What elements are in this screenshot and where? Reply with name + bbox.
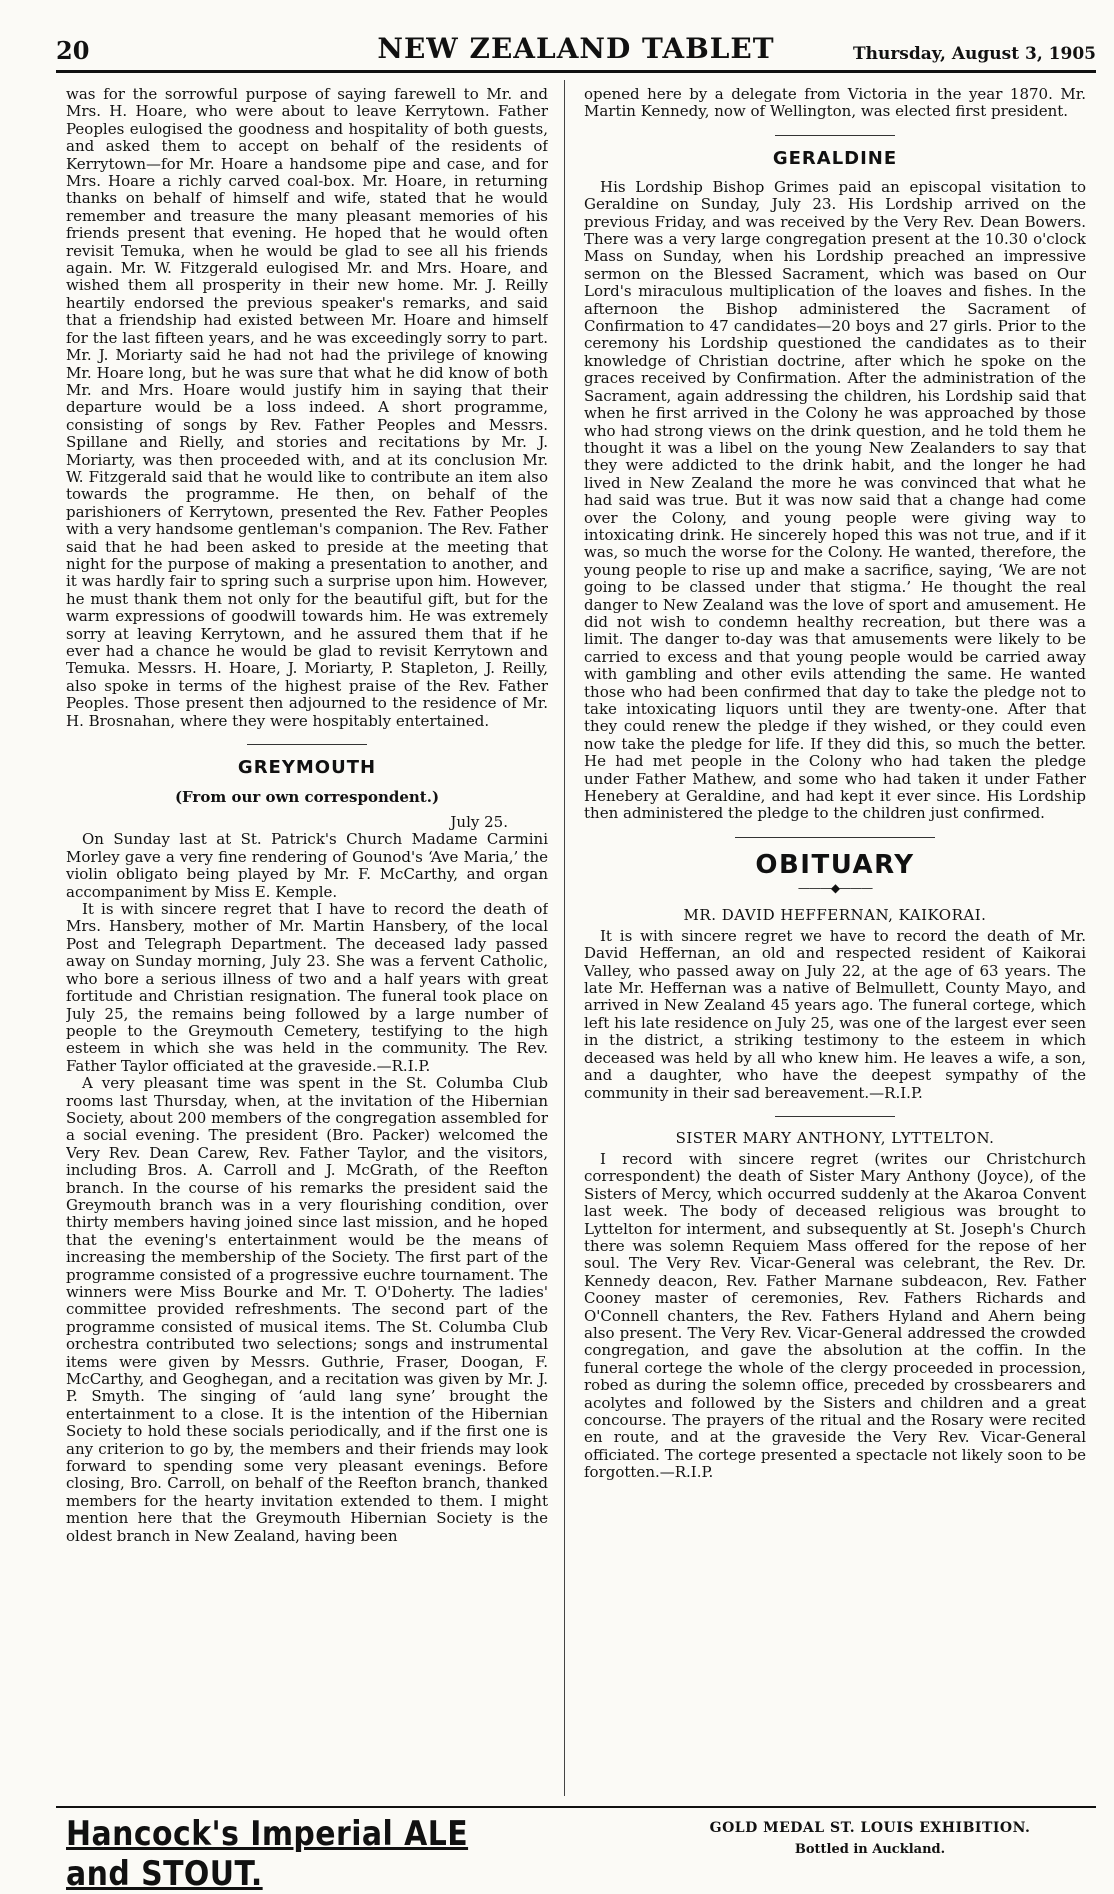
ale-stout-advertisement: Hancock's Imperial ALE and STOUT. — [66, 1814, 469, 1894]
section-divider — [247, 744, 367, 745]
newspaper-title: NEW ZEALAND TABLET — [377, 32, 775, 65]
masthead — [56, 30, 1096, 70]
obituary-text: It is with sincere regret we have to record the death of Mr. David Heffernan, an old and respected resident of Kaikorai Valley, who passed away on July 22, at the age of 63 years. The late Mr. Heffernan was a native of Belmullett, County Mayo, and arrived in New Zealand 45 years ago. The funeral cortege, which left his late residence on July 25, was one of the largest ever seen in the district, a striking testimony to the esteem in which deceased was held by all who knew him. He leaves a wife, a son, and a daughter, who have the deepest sympathy of the community in their sad bereavement.—R.I.P. — [584, 926, 1086, 1102]
footer-notice — [660, 1820, 1080, 1857]
section-divider — [735, 837, 935, 838]
geraldine-heading: GERALDINE — [772, 147, 898, 169]
right-column — [584, 86, 1086, 1796]
bottled-notice: Bottled in Auckland. — [794, 1842, 946, 1857]
gold-medal-notice: GOLD MEDAL ST. LOUIS EXHIBITION. — [709, 1820, 1031, 1836]
section-divider — [775, 135, 895, 136]
page-number: 20 — [56, 36, 90, 65]
issue-date: Thursday, August 3, 1905 — [852, 44, 1096, 64]
greymouth-continuation: opened here by a delegate from Victoria in the year 1870. Mr. Martin Kennedy, now of Wellington, was elected first president. — [584, 86, 1086, 121]
footer-rule — [56, 1806, 1096, 1808]
masthead-rule — [56, 70, 1096, 73]
obituary-heading: OBITUARY — [755, 849, 915, 880]
column-divider — [564, 80, 565, 1796]
obituary-ornament: ———◆——— — [797, 880, 873, 895]
geraldine-paragraph: His Lordship Bishop Grimes paid an episcopal visitation to Geraldine on Sunday, July 23. His Lordship arrived on the previous Friday, and was received by the Very Rev. Dean Bowers. There was a very large congregation present at the 10.30 o'clock Mass on Sunday, when his Lordship preached an impressive sermon on the Blessed Sacrament, which was based on Our Lord's miraculous multiplication of the loaves and fishes. In the afternoon the Bishop administered the Sacrament of Confirmation to 47 candidates—20 boys and 27 girls. Prior to the ceremony his Lordship questioned the candidates as to their knowledge of Christian doctrine, after which he spoke on the graces received by Confirmation. After the administration of the Sacrament, again addressing the children, his Lordship said that when he first arrived in the Colony he was approached by those who had strong views on the drink question, and he told them he thought it was a libel on the young New Zealanders to say that they were addicted to the drink habit, and the longer he had lived in New Zealand the more he was convinced that what he had said was true. But it was now said that a change had come over the Colony, and young people were giving way to intoxicating drink. He sincerely hoped this was not true, and if it was, so much the worse for the Colony. He wanted, therefore, the young people to rise up and make a sacrifice, saying, ‘We are not going to be classed under that stigma.’ He thought the real danger to New Zealand was the love of sport and amusement. He did not wish to condemn healthy recreation, but there was a limit. The danger to-day was that amusements were likely to be carried to excess and that young people would be carried away with gambling and other evils attending the same. He wanted those who had been confirmed that day to take the pledge not to take intoxicating liquors until they are twenty-one. After that they could renew the pledge if they wished, or they could even now take the pledge for life. If they did this, so much the better. He had met people in the Colony who had taken the pledge under Father Mathew, and some who had taken it under Father Henebery at Geraldine, and had kept it ever since. His Lordship then administered the pledge to the children just confirmed. — [584, 177, 1086, 823]
greymouth-dateline: July 25. — [450, 813, 508, 832]
obituary-name: MR. DAVID HEFFERNAN, KAIKORAI. — [683, 905, 987, 924]
greymouth-paragraph: On Sunday last at St. Patrick's Church Madame Carmini Morley gave a very fine rendering of Gounod's ‘Ave Maria,’ the violin obligato being played by Mr. F. McCarthy, and organ accompaniment by Miss E. Kemple. — [66, 830, 548, 901]
greymouth-byline: (From our own correspondent.) — [174, 788, 440, 807]
section-divider — [775, 1116, 895, 1117]
obituary-text: I record with sincere regret (writes our Christchurch correspondent) the death of Sister Mary Anthony (Joyce), of the Sisters of Mercy, which occurred suddenly at the Akaroa Convent last week. The body of deceased religious was brought to Lyttelton for interment, and subsequently at St. Joseph's Church there was solemn Requiem Mass offered for the repose of her soul. The Very Rev. Vicar-General was celebrant, the Rev. Dr. Kennedy deacon, Rev. Father Marnane subdeacon, Rev. Father Cooney master of ceremonies, Rev. Fathers Richards and O'Connell chanters, the Rev. Fathers Hyland and Ahern being also present. The Very Rev. Vicar-General addressed the crowded congregation, and gave the absolution at the coffin. In the funeral cortege the whole of the clergy proceeded in procession, robed as during the solemn office, preceded by crossbearers and acolytes and followed by the Sisters and children and a great concourse. The prayers of the ritual and the Rosary were recited en route, and at the graveside the Very Rev. Vicar-General officiated. The cortege presented a spectacle not likely soon to be forgotten.—R.I.P. — [584, 1149, 1086, 1482]
kerrytown-continuation: was for the sorrowful purpose of saying farewell to Mr. and Mrs. H. Hoare, who were about to leave Kerrytown. Father Peoples eulogised the goodness and hospitality of both guests, and asked them to accept on behalf of the residents of Kerrytown—for Mr. Hoare a handsome pipe and case, and for Mrs. Hoare a richly carved coal-box. Mr. Hoare, in returning thanks on behalf of himself and wife, stated that he would remember and treasure the many pleasant memories of his friends present that evening. He hoped that he would often revisit Temuka, when he would be glad to see all his friends again. Mr. W. Fitzgerald eulogised Mr. and Mrs. Hoare, and wished them all prosperity in their new home. Mr. J. Reilly heartily endorsed the previous speaker's remarks, and said that a friendship had existed between Mr. Hoare and himself for the last fifteen years, and he was exceedingly sorry to part. Mr. J. Moriarty said he had not had the privilege of knowing Mr. Hoare long, but he was sure that what he did know of both Mr. and Mrs. Hoare would justify him in saying that their departure would be a loss indeed. A short programme, consisting of songs by Rev. Father Peoples and Messrs. Spillane and Rielly, and stories and recitations by Mr. J. Moriarty, was then proceeded with, and at its conclusion Mr. W. Fitzgerald said that he would like to contribute an item also towards the programme. He then, on behalf of the parishioners of Kerrytown, presented the Rev. Father Peoples with a very handsome gentleman's companion. The Rev. Father said that he had been asked to preside at the meeting that night for the purpose of making a presentation to another, and it was hardly fair to spring such a surprise upon him. However, he must thank them not only for the beautiful gift, but for the warm expressions of goodwill towards him. He was extremely sorry at leaving Kerrytown, and he assured them that if he ever had a chance he would be glad to revisit Kerrytown and Temuka. Messrs. H. Hoare, J. Moriarty, P. Stapleton, J. Reilly, also spoke in terms of the highest praise of the Rev. Father Peoples. Those present then adjourned to the residence of Mr. H. Brosnahan, where they were hospitably entertained. — [66, 86, 548, 730]
footer-advertisement — [66, 1814, 566, 1894]
greymouth-paragraph: It is with sincere regret that I have to record the death of Mrs. Hansbery, mother of Mr. Martin Hansbery, of the local Post and Telegraph Department. The deceased lady passed away on Sunday morning, July 23. She was a fervent Catholic, who bore a serious illness of two and a half years with great fortitude and Christian resignation. The funeral took place on July 25, the remains being followed by a large number of people to the Greymouth Cemetery, testifying to the high esteem in which she was held in the community. The Rev. Father Taylor officiated at the graveside.—R.I.P. — [66, 900, 548, 1075]
left-column — [66, 86, 548, 1796]
obituary-name: SISTER MARY ANTHONY, LYTTELTON. — [675, 1128, 995, 1147]
greymouth-heading: GREYMOUTH — [237, 757, 377, 779]
greymouth-paragraph: A very pleasant time was spent in the St. Columba Club rooms last Thursday, when, at the invitation of the Hibernian Society, about 200 members of the congregation assembled for a social evening. The president (Bro. Packer) welcomed the Very Rev. Dean Carew, Rev. Father Taylor, and the visitors, including Bros. A. Carroll and J. McGrath, of the Reefton branch. In the course of his remarks the president said the Greymouth branch was in a very flourishing condition, over thirty members having joined since last mission, and he hoped that the evening's entertainment would be the means of increasing the membership of the Society. The first part of the programme consisted of a progressive euchre tournament. The winners were Miss Bourke and Mr. T. O'Doherty. The ladies' committee provided refreshments. The second part of the programme consisted of musical items. The St. Columba Club orchestra contributed two selections; songs and instrumental items were given by Messrs. Guthrie, Fraser, Doogan, F. McCarthy, and Geoghegan, and a recitation was given by Mr. J. P. Smyth. The singing of ‘auld lang syne’ brought the entertainment to a close. It is the intention of the Hibernian Society to hold these socials periodically, and if the first one is any criterion to go by, the members and their friends may look forward to spending some very pleasant evenings. Before closing, Bro. Carroll, on behalf of the Reefton branch, thanked members for the hearty invitation extended to them. I might mention here that the Greymouth Hibernian Society is the oldest branch in New Zealand, having been — [66, 1074, 548, 1545]
